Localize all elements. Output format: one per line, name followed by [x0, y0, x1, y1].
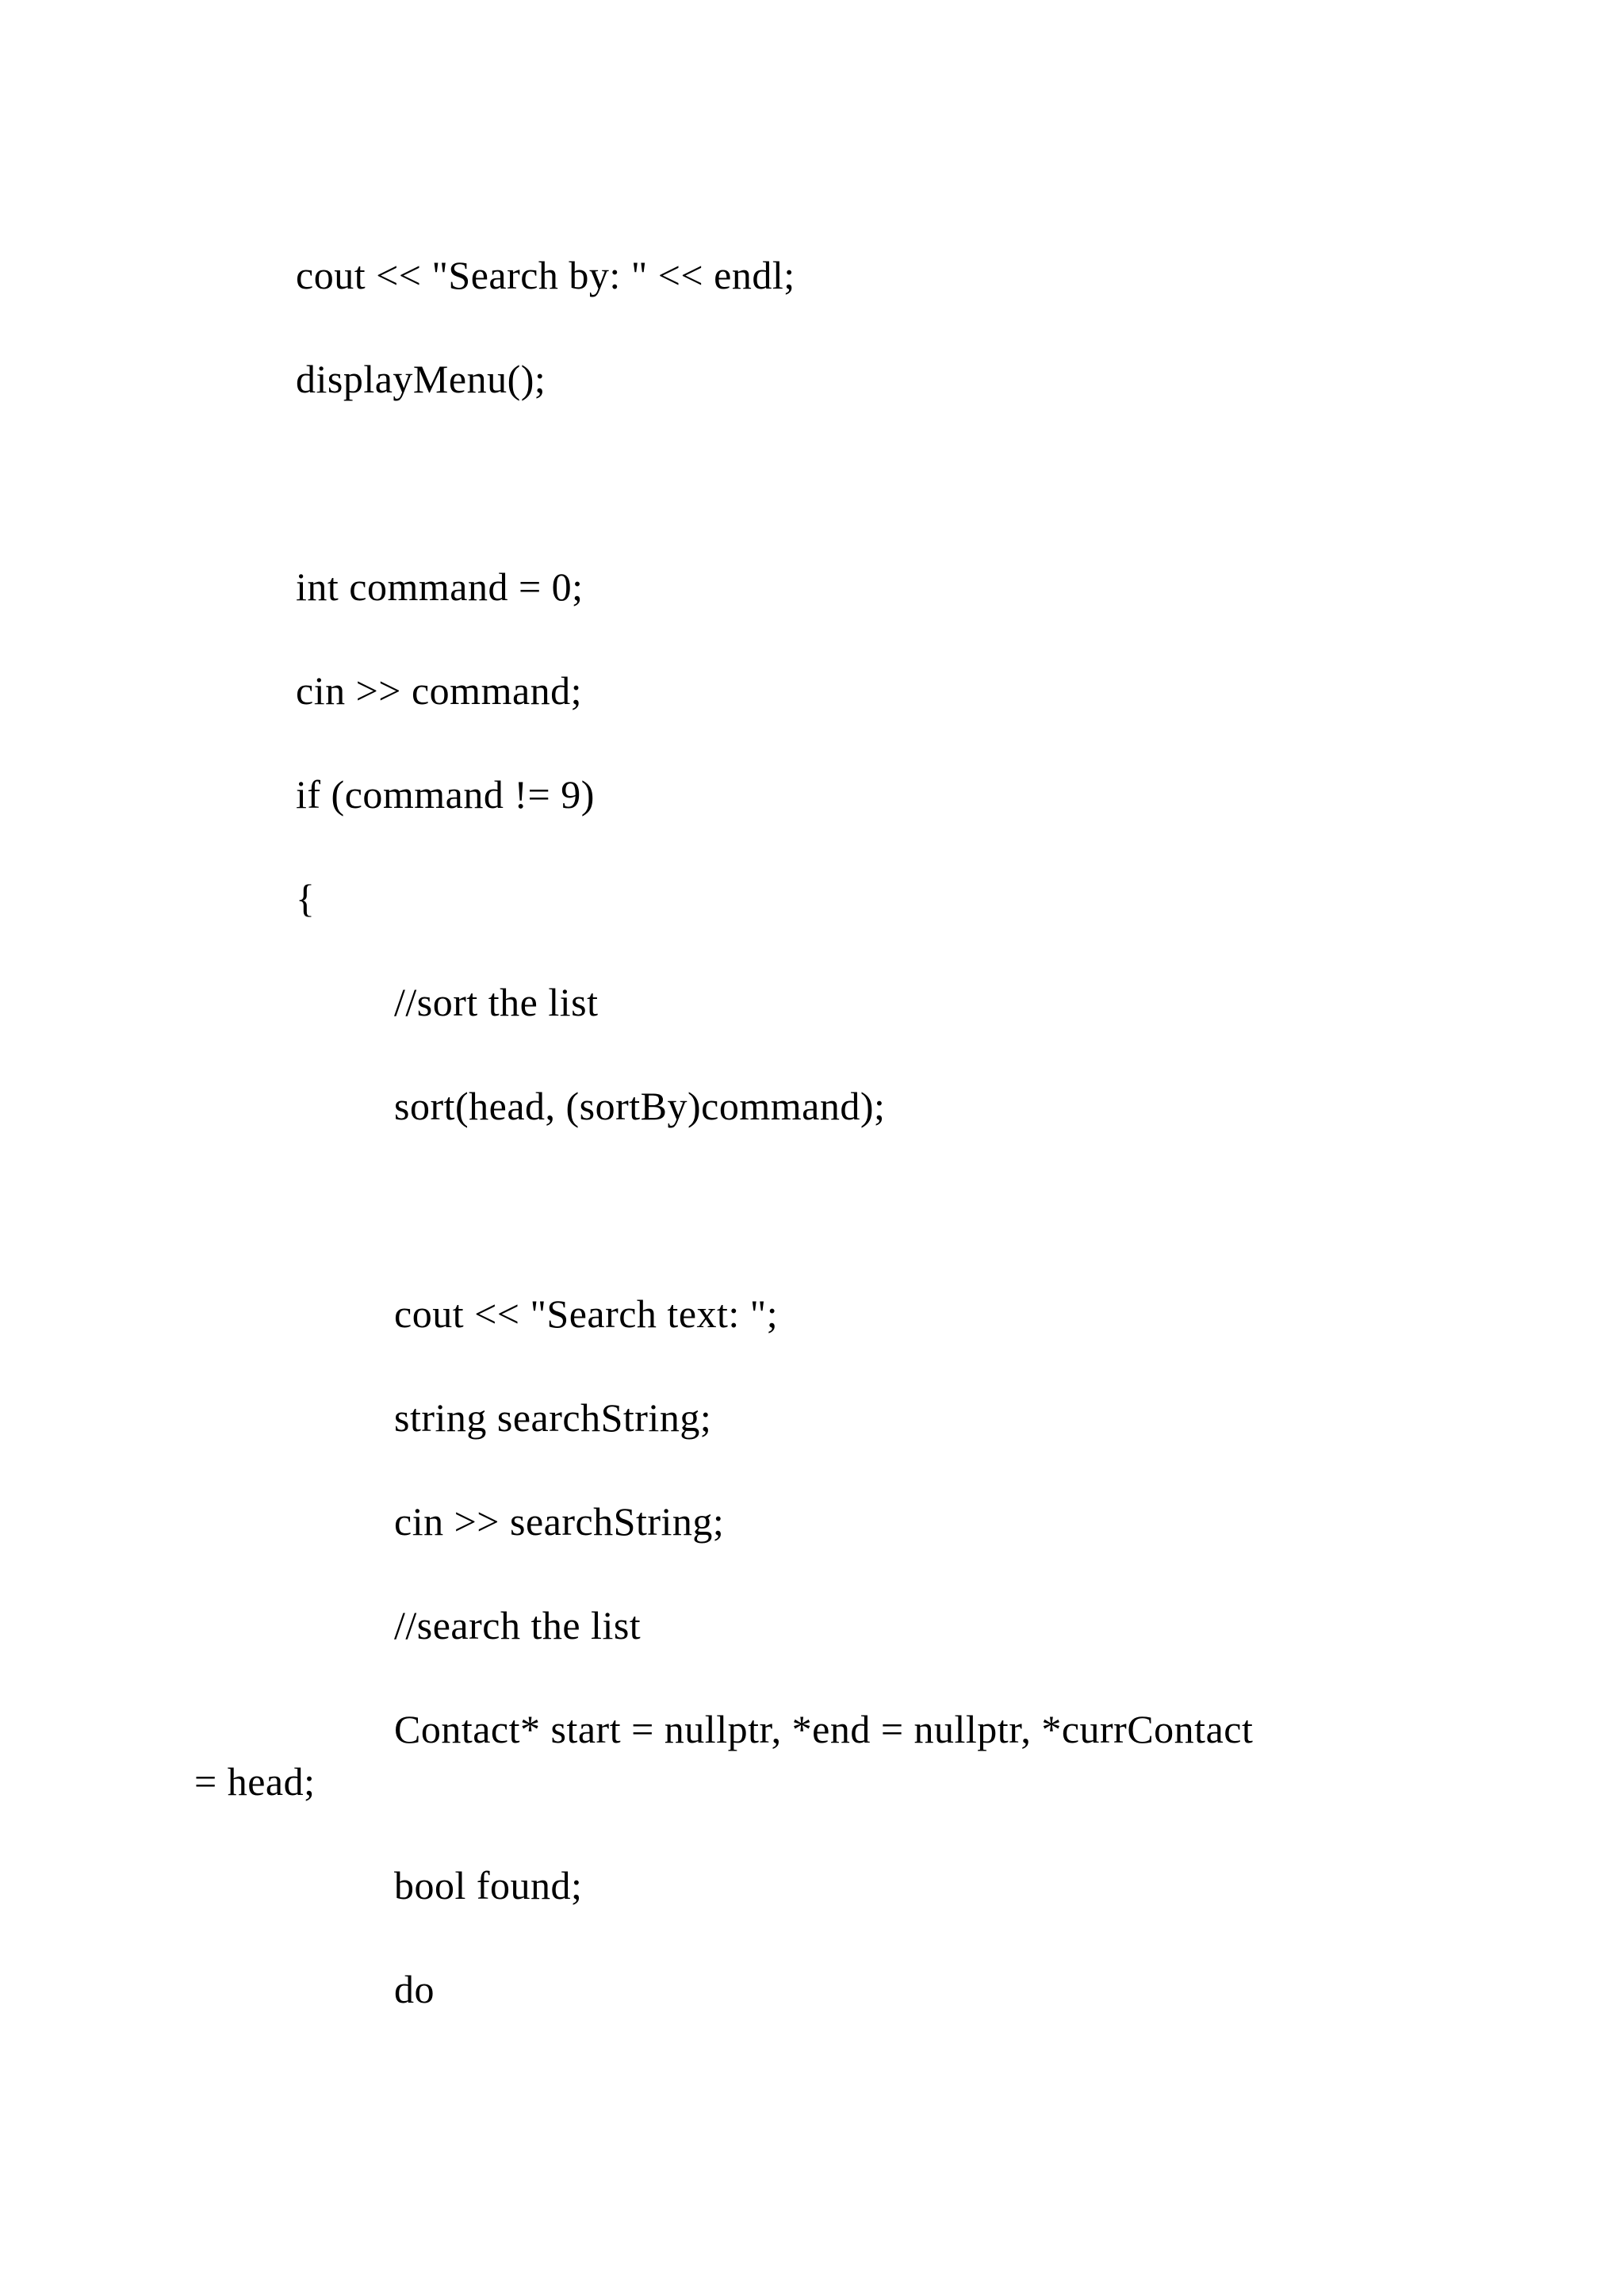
- code-line: int command = 0;: [296, 564, 584, 609]
- code-comment: //sort the list: [394, 980, 599, 1024]
- code-line: cin >> searchString;: [394, 1499, 725, 1544]
- code-line: if (command != 9): [296, 772, 595, 817]
- code-line: {: [296, 876, 316, 920]
- code-comment: //search the list: [394, 1603, 642, 1647]
- code-line: sort(head, (sortBy)command);: [394, 1084, 886, 1128]
- code-line: string searchString;: [394, 1395, 712, 1440]
- code-line: bool found;: [394, 1863, 583, 1908]
- code-line: cout << "Search text: ";: [394, 1292, 779, 1336]
- code-line-continuation: = head;: [194, 1759, 316, 1804]
- code-line: Contact* start = nullptr, *end = nullptr, *currContact: [394, 1707, 1254, 1751]
- code-line: cin >> command;: [296, 668, 583, 713]
- code-line: displayMenu();: [296, 357, 546, 401]
- code-line: do: [394, 1967, 435, 2011]
- code-line: cout << "Search by: " << endl;: [296, 253, 795, 297]
